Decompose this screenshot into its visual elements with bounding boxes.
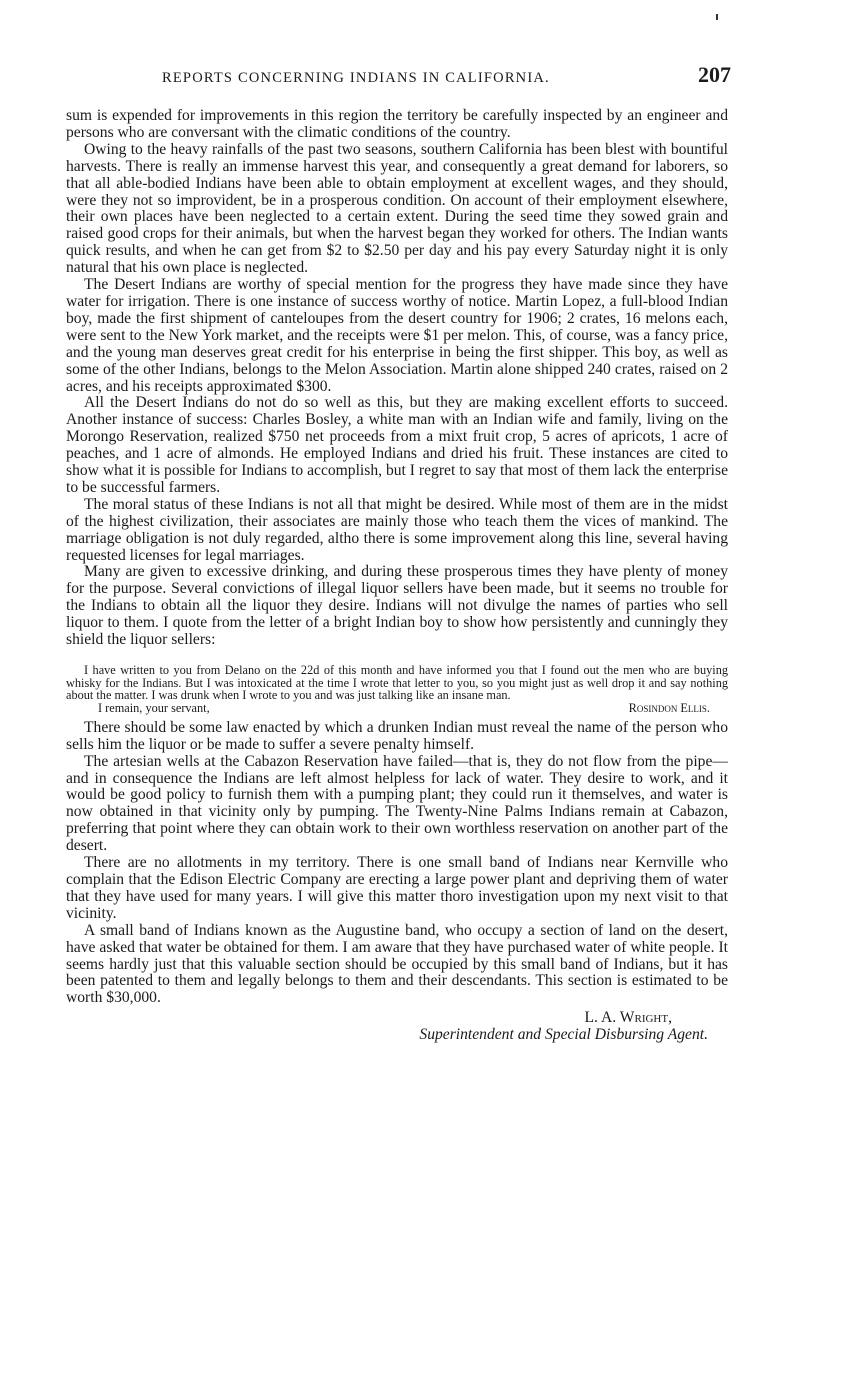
letter-closing: I remain, your servant,	[98, 701, 210, 716]
page-number: 207	[698, 62, 731, 87]
paragraph: Many are given to excessive drinking, and during these prosperous times they have plenty of money for the purpose. Several convictions of illegal liquor sellers have been made, but it seems no trouble for the Indians to obtain all the liquor they desire. Indians will not divulge the names of parties who sell liquor to them. I quote from the letter of a bright Indian boy to show how persistently and cunningly they shield the liquor sellers:	[66, 563, 728, 649]
signoff-title: Superintendent and Special Disbursing Agent.	[419, 1026, 708, 1044]
paragraph: Owing to the heavy rainfalls of the past two seasons, southern California has been blest with bountiful harvests. There is really an immense harvest this year, and consequently a great demand for laborers, so that all able-bodied Indians have been able to obtain employment at excellent wages, and they should, were they not so improvident, be in a prosperous condition. On account of their employment elsewhere, their own places have been neglected to a certain extent. During the seed time they sowed grain and raised good crops for their animals, but when the harvest began they worked for others. The Indian wants quick results, and when he can get from $2 to $2.50 per day and his pay every Saturday night it is only natural that his own place is neglected.	[66, 140, 728, 277]
paragraph: There should be some law enacted by which a drunken Indian must reveal the name of the person who sells him the liquor or be made to suffer a severe penalty himself.	[66, 718, 728, 753]
letter-signature: Rosindon Ellis.	[628, 701, 710, 716]
paragraph: A small band of Indians known as the Augustine band, who occupy a section of land on the desert, have asked that water be obtained for them. I am aware that they have purchased water of white people. It seems hardly just that this valuable section should be occupied by this small band of Indians, but it has been patented to them and legally belongs to them and their descendants. This section is estimated to be worth $30,000.	[66, 921, 728, 1007]
body-text	[66, 108, 728, 1044]
signoff	[66, 1010, 728, 1044]
paragraph: The Desert Indians are worthy of special mention for the progress they have made since they have water for irrigation. There is one instance of success worthy of notice. Martin Lopez, a full-blood Indian boy, made the first shipment of canteloupes from the desert country for 1906; 2 crates, 16 melons each, were sent to the New York market, and the receipts were $1 per melon. This, of course, was a fancy price, and the young man deserves great credit for his enterprise in being the first shipper. This boy, as well as some of the other Indians, belongs to the Melon Association. Martin alone shipped 240 crates, raised on 2 acres, and his receipts approximated $300.	[66, 276, 728, 395]
paragraph: There are no allotments in my territory. There is one small band of Indians near Kernville who complain that the Edison Electric Company are erecting a large power plant and depriving them of water that they have used for many years. I will give this matter thoro investigation upon my next visit to that vicinity.	[66, 854, 728, 922]
quoted-letter	[66, 664, 728, 715]
letter-closing-line	[66, 702, 728, 715]
running-head: REPORTS CONCERNING INDIANS IN CALIFORNIA.	[162, 70, 550, 86]
page-header	[66, 62, 731, 88]
letter-text: I have written to you from Delano on the 22d of this month and have informed you that I found out the men who are buying whisky for the Indians. But I was intoxicated at the time I wrote that letter to you, so you might just as well drop it and say nothing about the matter. I was drunk when I wrote to you and was just talking like an insane man.	[66, 663, 728, 703]
paragraph: The artesian wells at the Cabazon Reservation have failed—that is, they do not flow from the pipe—and in consequence the Indians are left almost helpless for lack of water. They desire to work, and it would be good policy to furnish them with a pumping plant; they could run it themselves, and water is now obtained in that vicinity only by pumping. The Twenty-Nine Palms Indians remain at Cabazon, preferring that point where they can obtain work to their own worthless reservation on another part of the desert.	[66, 752, 728, 855]
paragraph: The moral status of these Indians is not all that might be desired. While most of them are in the midst of the highest civilization, their associates are mainly those who teach them the vices of mankind. The marriage obligation is not duly regarded, altho there is some improvement along this line, several having requested licenses for legal marriages.	[66, 495, 728, 564]
signoff-name: L. A. Wright,	[584, 1009, 672, 1027]
paragraph: All the Desert Indians do not do so well as this, but they are making excellent efforts to succeed. Another instance of success: Charles Bosley, a white man with an Indian wife and family, living on the Morongo Reservation, realized $750 net proceeds from a mixt fruit crop, 5 acres of apricots, 1 acre of peaches, and 1 acre of almonds. He employed Indians and dried his fruit. These instances are cited to show what it is possible for Indians to accomplish, but I regret to say that most of them lack the enterprise to be successful farmers.	[66, 394, 728, 496]
paragraph: sum is expended for improvements in this region the territory be carefully inspected by an engineer and persons who are conversant with the climatic conditions of the country.	[66, 107, 728, 141]
margin-tick-mark	[716, 14, 718, 20]
